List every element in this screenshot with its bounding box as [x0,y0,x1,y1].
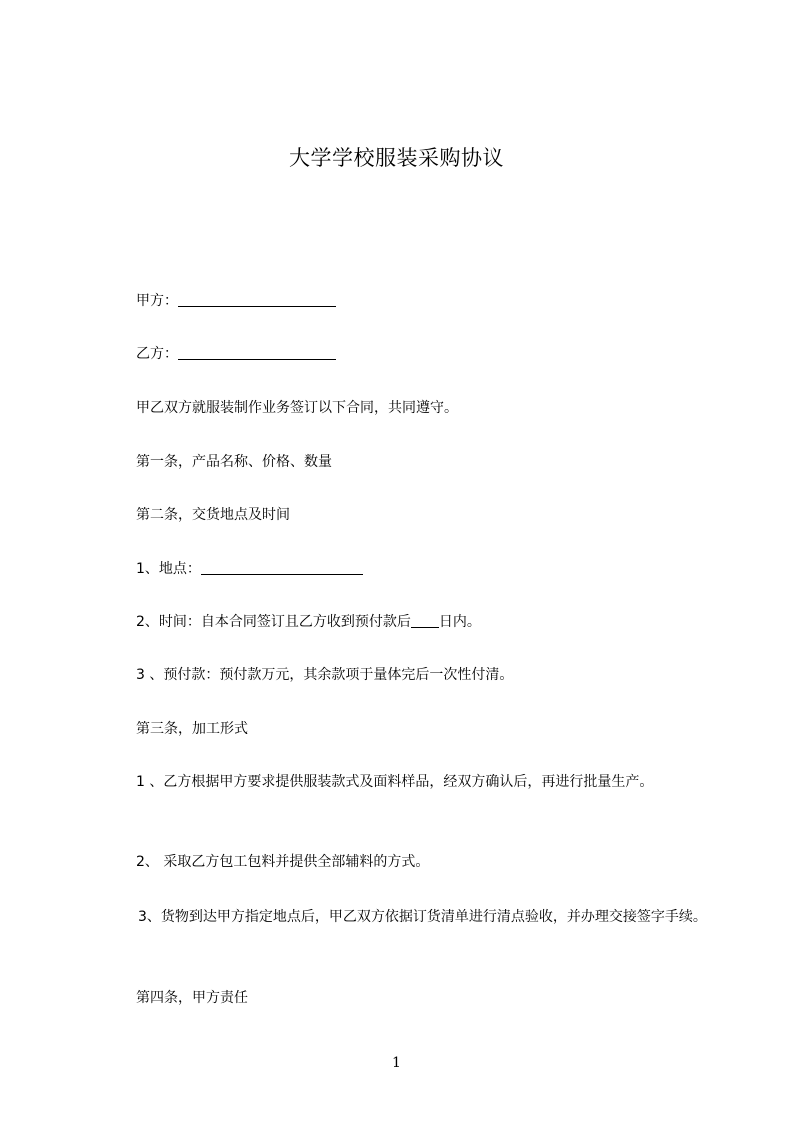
intro-paragraph: 甲乙双方就服装制作业务签订以下合同，共同遵守。 [136,400,458,416]
party-b-line [136,344,336,364]
party-a-blank [178,292,336,307]
party-b-blank [178,345,336,360]
time-text-before: 2、时间：自本合同签订且乙方收到预付款后 [136,614,411,630]
item-2-2-time [136,612,481,632]
article-4-heading: 第四条，甲方责任 [136,990,248,1006]
party-a-line [136,291,336,311]
party-a-label: 甲方： [136,293,178,309]
item-3-1-paragraph [104,768,714,796]
location-blank [201,560,363,575]
document-title: 大学学校服装采购协议 [289,146,504,170]
page-number: 1 [392,1055,401,1071]
days-blank [411,613,439,628]
party-b-label: 乙方： [136,346,178,362]
item-3-2-paragraph: 2、 采取乙方包工包料并提供全部辅料的方式。 [136,854,430,870]
item-3-3-text: 3、货物到达甲方指定地点后，甲乙双方依据订货清单进行清点验收，并办理交接签字手续。 [138,909,707,925]
time-text-after: 日内。 [438,614,481,630]
item-2-1-location [136,559,363,579]
item-3-3-paragraph [104,903,714,931]
article-1-heading: 第一条，产品名称、价格、数量 [136,454,332,470]
article-2-heading: 第二条，交货地点及时间 [136,507,290,523]
location-label: 1、地点： [136,561,201,577]
item-2-3-prepayment: 3 、预付款：预付款万元，其余款项于量体完后一次性付清。 [136,667,514,683]
item-3-1-text: 1 、乙方根据甲方要求提供服装款式及面料样品，经双方确认后，再进行批量生产。 [136,774,654,790]
article-3-heading: 第三条，加工形式 [136,721,248,737]
